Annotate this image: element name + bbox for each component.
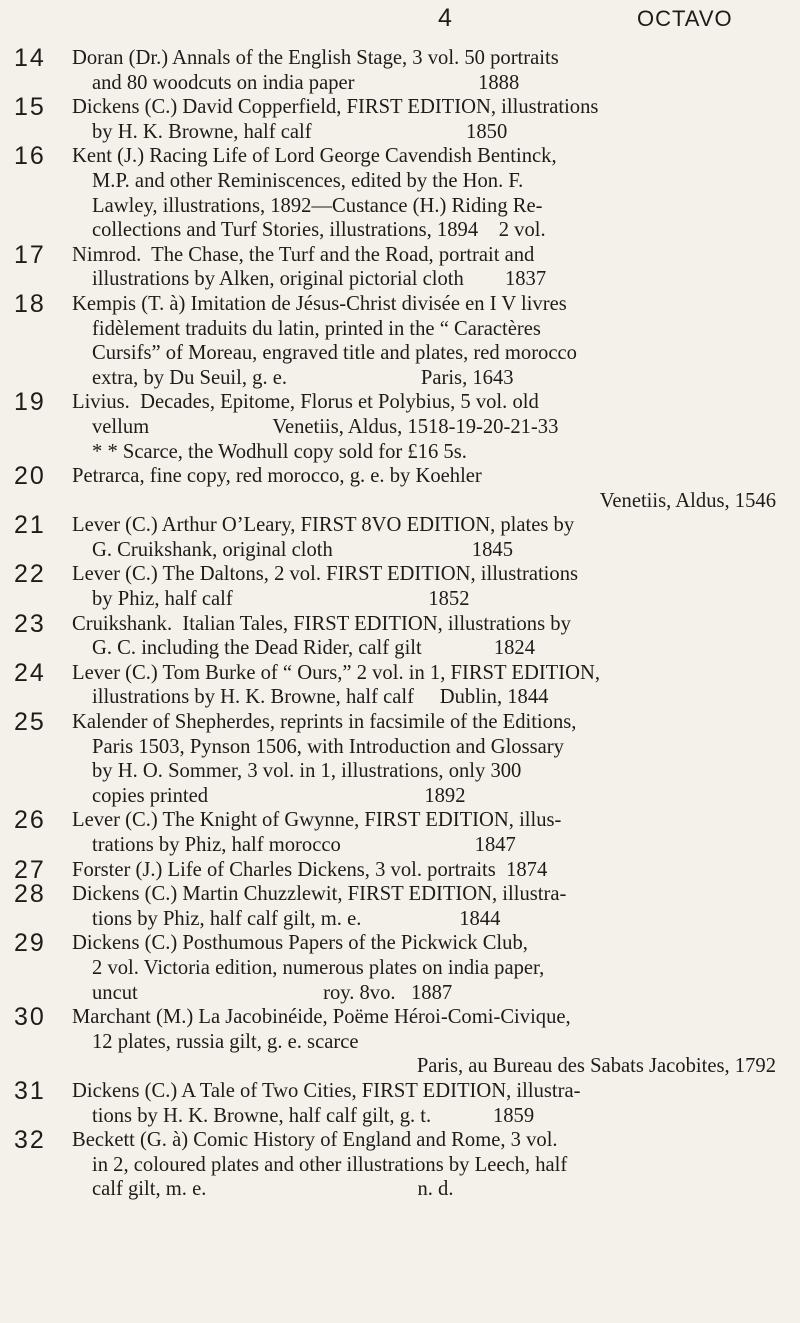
lot-number: 23 (14, 609, 46, 638)
lot-number: 29 (14, 929, 46, 958)
entry-line: 12 plates, russia gilt, g. e. scarce (92, 1030, 359, 1053)
lot-number: 21 (14, 511, 46, 540)
catalogue-entries (0, 46, 800, 1202)
lot-number: 26 (14, 806, 46, 835)
entry-line: Paris 1503, Pynson 1506, with Introduction and Glossary (92, 735, 564, 758)
entry-line: Beckett (G. à) Comic History of England and Rome, 3 vol. (72, 1129, 558, 1152)
lot-number: 22 (14, 560, 46, 589)
lot-number: 28 (14, 880, 46, 909)
catalogue-entry (0, 1076, 800, 1128)
entry-line: collections and Turf Stories, illustrations, 1894 2 vol. (92, 219, 546, 242)
catalogue-entry (0, 289, 800, 390)
entry-line: uncut roy. 8vo. 1887 (92, 981, 453, 1004)
lot-number: 14 (14, 44, 46, 72)
entry-line: Venetiis, Aldus, 1546 (599, 489, 776, 512)
entry-line: Kempis (T. à) Imitation de Jésus-Christ divisée en I V livres (72, 292, 567, 315)
entry-line: trations by Phiz, half morocco 1847 (92, 834, 516, 856)
catalogue-entry (0, 931, 800, 1005)
catalogue-entry (0, 1128, 800, 1202)
lot-number: 18 (14, 289, 46, 318)
entry-line: illustrations by H. K. Browne, half calf Dublin, 1844 (92, 686, 549, 709)
lot-number: 31 (14, 1076, 46, 1105)
catalogue-entry (0, 95, 800, 144)
catalogue-entry (0, 855, 800, 884)
lot-number: 30 (14, 1003, 46, 1032)
entry-line: extra, by Du Seuil, g. e. Paris, 1643 (92, 366, 514, 389)
entry-line: Dickens (C.) A Tale of Two Cities, FIRST EDITION, illustra- (72, 1079, 581, 1102)
lot-number: 27 (14, 855, 46, 884)
lot-number: 15 (14, 93, 46, 122)
page-number: 4 (438, 4, 452, 32)
entry-line: 2 vol. Victoria edition, numerous plates on india paper, (92, 956, 545, 979)
entry-line: fidèlement traduits du latin, printed in the “ Caractères (92, 317, 541, 340)
entry-line: copies printed 1892 (92, 784, 466, 807)
catalogue-entry (0, 882, 800, 931)
entry-line: and 80 woodcuts on india paper 1888 (92, 71, 520, 94)
lot-number: 32 (14, 1126, 46, 1155)
running-head: OCTAVO (637, 6, 733, 31)
entry-line: by H. O. Sommer, 3 vol. in 1, illustrations, only 300 (92, 760, 522, 783)
catalogue-entry (0, 144, 800, 242)
lot-number: 19 (14, 388, 46, 417)
entry-line: G. Cruikshank, original cloth 1845 (92, 538, 513, 561)
entry-line: by Phiz, half calf 1852 (92, 588, 470, 611)
entry-line: in 2, coloured plates and other illustrations by Leech, half (92, 1153, 568, 1176)
lot-number: 24 (14, 658, 46, 687)
catalogue-entry (0, 710, 800, 808)
entry-line: tions by Phiz, half calf gilt, m. e. 1844 (92, 907, 501, 930)
entry-line: calf gilt, m. e. n. d. (92, 1178, 454, 1201)
entry-line: Lever (C.) The Knight of Gwynne, FIRST EDITION, illus- (72, 809, 562, 832)
entry-line: Dickens (C.) Posthumous Papers of the Pickwick Club, (72, 932, 528, 955)
entry-line: Lever (C.) The Daltons, 2 vol. FIRST EDITION, illustrations (72, 563, 579, 586)
entry-line: Nimrod. The Chase, the Turf and the Road, portrait and (72, 243, 535, 266)
entry-line: tions by H. K. Browne, half calf gilt, g. t. 1859 (92, 1104, 535, 1127)
catalogue-entry (0, 609, 800, 661)
entry-line: Dickens (C.) David Copperfield, FIRST EDITION, illustrations (72, 96, 599, 119)
entry-line: Cruikshank. Italian Tales, FIRST EDITION, illustrations by (72, 612, 571, 635)
catalogue-entry (0, 562, 800, 611)
page-header (0, 0, 800, 46)
entry-line: * * Scarce, the Wodhull copy sold for £16 5s. (92, 440, 467, 463)
catalogue-entry (0, 390, 800, 464)
entry-line: Forster (J.) Life of Charles Dickens, 3 vol. portraits 1874 (72, 858, 548, 881)
entry-line: Marchant (M.) La Jacobinéide, Poëme Héroi-Comi-Civique, (72, 1006, 571, 1029)
entry-line: Kent (J.) Racing Life of Lord George Cavendish Bentinck, (72, 145, 557, 168)
entry-line: Lawley, illustrations, 1892—Custance (H.) Riding Re- (92, 194, 543, 217)
lot-number: 25 (14, 708, 46, 737)
entry-line: M.P. and other Reminiscences, edited by the Hon. F. (92, 169, 524, 192)
catalogue-entry (0, 464, 800, 513)
catalogue-entry (0, 240, 800, 292)
lot-number: 16 (14, 142, 46, 171)
entry-line: vellum Venetiis, Aldus, 1518-19-20-21-33 (92, 415, 559, 438)
entry-line: Paris, au Bureau des Sabats Jacobites, 1792 (416, 1055, 776, 1078)
catalogue-entry (0, 46, 800, 95)
entry-line: Kalender of Shepherdes, reprints in facsimile of the Editions, (72, 711, 577, 734)
entry-line: G. C. including the Dead Rider, calf gilt 1824 (92, 637, 536, 660)
entry-line: Lever (C.) Tom Burke of “ Ours,” 2 vol. in 1, FIRST EDITION, (72, 661, 601, 684)
entry-line: Livius. Decades, Epitome, Florus et Polybius, 5 vol. old (72, 391, 539, 414)
catalogue-entry (0, 808, 800, 857)
entry-line: Dickens (C.) Martin Chuzzlewit, FIRST EDITION, illustra- (72, 883, 567, 906)
lot-number: 17 (14, 240, 46, 269)
entry-line: Doran (Dr.) Annals of the English Stage, 3 vol. 50 portraits (72, 47, 559, 69)
entry-line: illustrations by Alken, original pictorial cloth 1837 (92, 268, 547, 291)
lot-number: 20 (14, 462, 46, 491)
entry-line: Cursifs” of Moreau, engraved title and plates, red morocco (92, 342, 577, 365)
entry-line: by H. K. Browne, half calf 1850 (92, 120, 508, 143)
entry-line: Petrarca, fine copy, red morocco, g. e. by Koehler (72, 465, 482, 488)
catalogue-entry (0, 513, 800, 562)
entry-line: Lever (C.) Arthur O’Leary, FIRST 8VO EDITION, plates by (72, 514, 575, 537)
catalogue-entry (0, 658, 800, 710)
catalogue-entry (0, 1005, 800, 1079)
